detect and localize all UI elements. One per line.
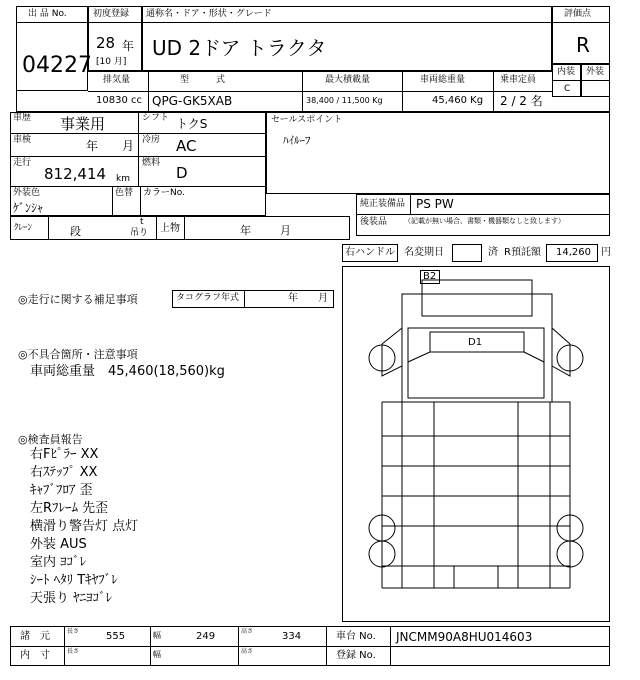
- defects-label: ◎不具合箇所・注意事項: [18, 348, 138, 361]
- recycle-deposit-label: R預託額: [504, 247, 541, 258]
- crane-ton: t: [140, 217, 144, 227]
- fuel-value: D: [176, 164, 188, 182]
- max-load-value: 38,400 / 11,500 Kg: [306, 96, 383, 105]
- crane-hang: 吊り: [130, 228, 149, 238]
- damage-mark-b2-label: B2: [423, 271, 437, 282]
- aircon-label: 冷房: [142, 135, 161, 145]
- history-label: 車歴: [13, 113, 32, 123]
- interior-grade: C: [564, 84, 571, 94]
- height-label: 高さ: [241, 628, 254, 635]
- inner-height-label: 高さ: [241, 648, 254, 655]
- diagram-cab: [402, 294, 552, 402]
- inspection-month-unit: 月: [122, 139, 135, 153]
- first-reg-year: 28: [96, 34, 116, 52]
- lot-number: 04227: [22, 53, 92, 78]
- lot-label: 出 品 No.: [28, 9, 67, 19]
- registration-label: 登録 No.: [336, 650, 376, 661]
- factory-equipment-label: 純正装備品: [360, 199, 406, 209]
- vehicle-diagram: [342, 266, 610, 622]
- upper-year-unit: 年: [240, 224, 251, 237]
- crane-row: [10, 216, 350, 240]
- inspector-item: ｼｰﾄ ﾍﾀﾘ Tｷﾔﾌﾞﾚ: [30, 573, 118, 588]
- inspector-item: 室内 ﾖｺﾞﾚ: [30, 555, 87, 570]
- model-value: QPG-GK5XAB: [152, 94, 233, 108]
- inner-length-label: 長さ: [67, 648, 80, 655]
- mileage-value: 812,414: [44, 165, 107, 183]
- inspection-label: 車検: [13, 135, 32, 145]
- exterior-color-label: 外装色: [13, 188, 41, 198]
- inspector-item: 横滑り警告灯 点灯: [30, 519, 139, 534]
- yen-label: 円: [601, 247, 611, 258]
- defects-text: 車両総重量 45,460(18,560)kg: [30, 364, 225, 379]
- color-number-label: カラーNo.: [143, 188, 185, 198]
- interior-label: 内装: [557, 67, 576, 77]
- length-label: 長さ: [67, 628, 80, 635]
- mileage-label: 走行: [13, 158, 32, 168]
- inner-width-label: 幅: [153, 650, 161, 659]
- gross-weight-label: 車両総重量: [420, 75, 466, 85]
- shift-value: トクS: [176, 117, 208, 131]
- width-label: 幅: [153, 631, 161, 640]
- history-value: 事業用: [60, 115, 106, 133]
- diagram-windshield: [422, 280, 532, 316]
- inspector-item: ｷｬﾌﾞﾌﾛｱ 歪: [30, 483, 93, 498]
- displacement-value: 10830 cc: [96, 95, 142, 106]
- car-name-label: 通称名・ドア・形状・グレード: [146, 9, 272, 19]
- gross-weight-value: 45,460 Kg: [432, 95, 484, 106]
- width-value: 249: [196, 631, 216, 642]
- color-change-label: 色替: [115, 188, 134, 198]
- inspector-item: 天張り ﾔﾆﾖｺﾞﾚ: [30, 591, 113, 606]
- exterior-color-value: ｹﾞﾝｼｬ: [13, 201, 44, 215]
- aircon-value: AC: [176, 137, 197, 155]
- damage-mark-d1-label: D1: [468, 337, 483, 348]
- chassis-value: JNCMM90A8HU014603: [396, 630, 533, 644]
- diagram-coupler: [454, 566, 498, 588]
- dims-label: 諸 元: [20, 631, 50, 642]
- handle-value: 右ハンドル: [345, 247, 395, 258]
- crane-label: ｸﾚｰﾝ: [14, 223, 33, 233]
- grade-value: R: [576, 33, 590, 57]
- car-name: UD 2ドア トラクタ: [152, 36, 327, 60]
- inspector-item: 左Rﾌﾚｰﾑ 先歪: [30, 501, 109, 516]
- model-label: 型 式: [180, 75, 226, 85]
- capacity-value: 2 / 2 名: [500, 94, 543, 108]
- max-load-label: 最大積載量: [325, 75, 371, 85]
- aftermarket-note: （記載が無い場合、書類・機器類なしと致します）: [404, 217, 565, 225]
- name-change-label: 名変期日: [404, 247, 444, 258]
- upper-month-unit: 月: [280, 224, 291, 237]
- displacement-label: 排気量: [103, 75, 131, 85]
- year-unit: 年: [122, 39, 135, 53]
- inspector-item: 右Fﾋﾟﾗｰ XX: [30, 447, 99, 462]
- sales-points-value: ﾊｲﾙｰﾌ: [283, 134, 311, 147]
- aftermarket-label: 後装品: [360, 217, 388, 227]
- shift-label: シフト: [142, 113, 170, 123]
- grade-label: 評価点: [564, 9, 592, 19]
- exterior-label: 外装: [586, 67, 605, 77]
- inner-dims-label: 内 寸: [20, 650, 50, 661]
- recycle-label: 済: [488, 247, 498, 258]
- fuel-label: 燃料: [142, 158, 161, 168]
- sales-points-label: セールスポイント: [271, 115, 343, 125]
- height-value: 334: [282, 631, 302, 642]
- length-value: 555: [106, 631, 126, 642]
- first-reg-month: [10 月]: [96, 57, 127, 67]
- inspector-item: 外装 AUS: [30, 537, 87, 552]
- tachograph-year-unit: 年: [288, 293, 298, 304]
- mileage-unit: km: [116, 174, 130, 184]
- chassis-label: 車台 No.: [336, 631, 376, 642]
- tachograph-label: タコグラフ年式: [176, 293, 240, 303]
- inspector-item: 右ｽﾃｯﾌﾟ XX: [30, 465, 98, 480]
- inspection-year-unit: 年: [86, 139, 99, 153]
- factory-equipment-value: PS PW: [416, 197, 454, 211]
- upper-label: 上物: [160, 223, 180, 234]
- recycle-deposit-value: 14,260: [556, 247, 591, 258]
- tachograph-month-unit: 月: [318, 293, 328, 304]
- crane-step: 段: [70, 225, 81, 238]
- inspector-label: ◎検査員報告: [18, 433, 83, 446]
- capacity-label: 乗車定員: [500, 75, 537, 85]
- driving-notes-label: ◎走行に関する補足事項: [18, 293, 138, 306]
- name-change-cell: [452, 244, 482, 262]
- first-reg-label: 初度登録: [93, 9, 130, 19]
